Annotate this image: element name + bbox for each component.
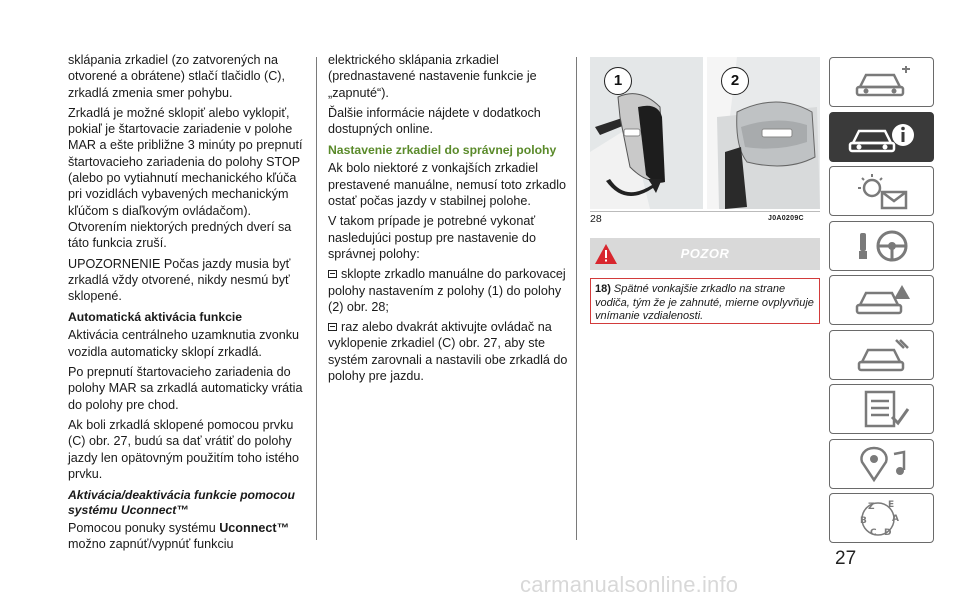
position-badge-1: 1 <box>604 67 632 95</box>
section-heading-green: Nastavenie zrkadiel do správnej polohy <box>328 143 557 158</box>
chapter-tab-starting[interactable] <box>829 275 934 325</box>
section-heading: Automatická aktivácia funkcie <box>68 310 243 325</box>
alphabetical-index-icon <box>852 497 912 539</box>
bullet-text: raz alebo dvakrát aktivujte ovládač na vyklopenie zrkadiel (C) obr. 27, aby ste systém zarovnali a nastavili obe zrkadlá do polohy pre jazdu. <box>328 320 568 384</box>
paragraph: Zrkadlá je možné sklopiť alebo vyklopiť, pokiaľ je štartovacie zariadenie v polohe MAR a ešte približne 3 minúty po prepnutí štartovacieho zariadenia do polohy STOP (alebo po vytiahnutí mechanického kľúča pri vozidlách vybavených mechanickým kľúčom s diaľkovým ovládačom). Otvorením niektorých predných dverí sa táto funkcia zruší. <box>68 105 303 251</box>
text-run: možno zapnúť/vypnúť funkciu <box>68 537 234 552</box>
caution-body <box>590 278 820 324</box>
text-run: Pomocou ponuky systému <box>68 521 220 536</box>
svg-text:B: B <box>859 516 867 526</box>
svg-text:A: A <box>891 514 899 524</box>
chapter-tab-safety[interactable] <box>829 221 934 271</box>
column-divider <box>316 57 317 540</box>
svg-text:Z: Z <box>867 502 875 512</box>
caution-header <box>590 238 820 270</box>
mirror-figure <box>590 57 820 209</box>
paragraph: elektrického sklápania zrkadiel (prednastavené nastavenie funkcie je „zapnuté“). <box>328 53 537 100</box>
navigation-music-icon <box>852 444 912 484</box>
paragraph: sklápania zrkadiel (zo zatvorených na otvorené a obrátene) stlačí tlačidlo (C), zrkadlá zmenia smer pohybu. <box>68 53 285 100</box>
figure-underline <box>590 211 820 212</box>
mirror-panel-2 <box>707 57 820 209</box>
paragraph: UPOZORNENIE Počas jazdy musia byť zrkadlá vždy otvorené, nikdy nesmú byť sklopené. <box>68 256 291 304</box>
paragraph <box>68 520 308 553</box>
chapter-tab-vehicle-info[interactable] <box>829 112 934 162</box>
caution-title: POZOR <box>680 246 730 261</box>
position-badge-2: 2 <box>721 67 749 95</box>
figure-number: 28 <box>590 213 602 225</box>
chapter-sidebar <box>829 57 934 548</box>
paragraph: Ďalšie informácie nájdete v dodatkoch dostupných online. <box>328 105 541 137</box>
checklist-icon <box>852 389 912 429</box>
chapter-tab-index[interactable] <box>829 493 934 543</box>
chapter-tab-maintenance[interactable] <box>829 384 934 434</box>
paragraph: Ak boli zrkadlá sklopené pomocou prvku (C) obr. 27, budú sa dať vrátiť do polohy jazdy len opätovným použitím toho istého prvku. <box>68 417 300 481</box>
car-dashboard-icon <box>852 65 912 99</box>
svg-text:E: E <box>887 500 894 510</box>
bullet-item <box>328 319 568 384</box>
column-divider <box>576 57 577 540</box>
car-info-icon <box>847 119 917 155</box>
svg-text:D: D <box>883 528 891 538</box>
chapter-tab-lights[interactable] <box>829 166 934 216</box>
mirror-panel-1 <box>590 57 703 209</box>
paragraph: Ak bolo niektoré z vonkajších zrkadiel prestavené manuálne, nemusí toto zrkadlo ostať počas jazdy v stabilnej polohe. <box>328 161 567 209</box>
chapter-tab-emergency[interactable] <box>829 330 934 380</box>
tools-wheel-icon <box>852 227 912 265</box>
paragraph: V takom prípade je potrebné vykonať nasledujúci postup pre nastavenie do správnej polohy: <box>328 214 536 261</box>
text-column-1 <box>68 52 308 557</box>
bullet-text: sklopte zrkadlo manuálne do parkovacej polohy nastavením z polohy (1) do polohy (2) obr. 28; <box>328 267 566 314</box>
bullet-icon <box>328 323 337 331</box>
page-number: 27 <box>835 548 857 569</box>
bullet-item <box>328 266 568 315</box>
text-column-2 <box>328 52 568 388</box>
figure-code: J0A0209C <box>768 215 804 222</box>
chapter-tab-dashboard[interactable] <box>829 57 934 107</box>
section-heading-italic: Aktivácia/deaktivácia funkcie pomocou systému Uconnect™ <box>68 488 295 518</box>
bullet-icon <box>328 270 337 278</box>
uconnect-bold: Uconnect™ <box>219 521 290 536</box>
watermark: carmanualsonline.info <box>520 572 739 597</box>
car-warning-icon <box>852 281 912 319</box>
caution-number: 18) <box>595 283 611 295</box>
chapter-tab-multimedia[interactable] <box>829 439 934 489</box>
svg-text:C: C <box>869 528 877 538</box>
paragraph: Aktivácia centrálneho uzamknutia zvonku vozidla automaticky sklopí zrkadlá. <box>68 328 300 359</box>
car-maintenance-icon <box>852 336 912 374</box>
paragraph: Po prepnutí štartovacieho zariadenia do polohy MAR sa zrkadlá automaticky vrátia do polohy pre chod. <box>68 365 303 412</box>
caution-text: Spätné vonkajšie zrkadlo na strane vodiča, tým že je zahnuté, mierne ovplyvňuje vnímanie vzdialenosti. <box>595 283 814 322</box>
light-envelope-icon <box>852 172 912 210</box>
